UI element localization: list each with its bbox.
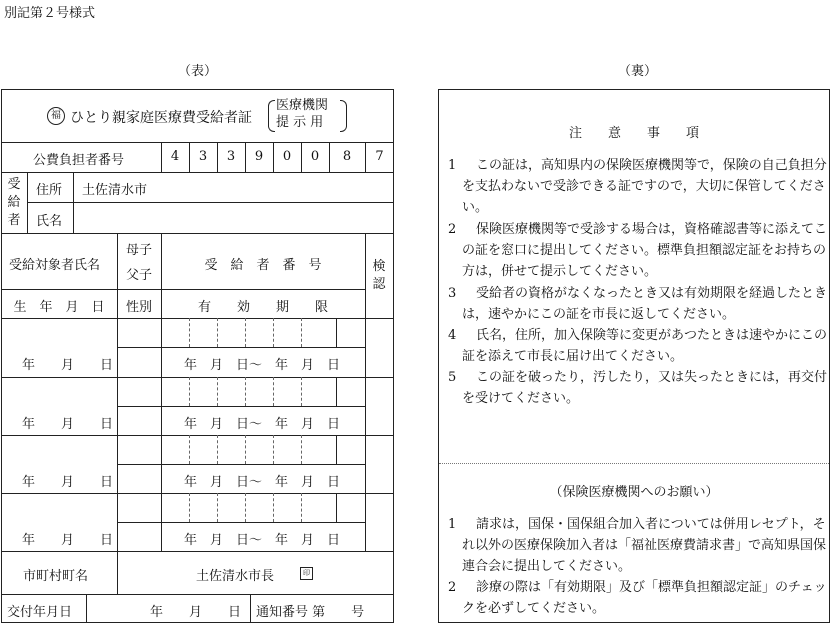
sex-label: 性別: [125, 300, 152, 315]
request-text: 診療の際は「有効期限」及び「標準負担額認定証」のチェックを必ずしてください。: [462, 580, 827, 616]
dob-label: 生 年 月 日: [13, 300, 105, 315]
notice-item: [448, 283, 828, 325]
request-title: （保険医療機関へのお願い）: [549, 485, 719, 500]
official-stamp-icon: 印: [300, 567, 313, 580]
issue-date-label: 交付年月日: [7, 605, 73, 620]
municipality-label: 市町村町名: [23, 569, 89, 584]
title-note-line2: 提 示 用: [276, 115, 324, 130]
payer-digit: 3: [198, 149, 208, 164]
title-note-line1: 医療機関: [276, 98, 329, 113]
notice-num: 2: [448, 222, 457, 237]
notice-text: この証を破ったり，汚したり，又は失ったときには，再交付を受けてください。: [462, 370, 828, 406]
address-label: 住所: [36, 183, 63, 198]
payer-digit: 8: [342, 149, 352, 164]
request-num: 2: [448, 580, 457, 595]
row-dob: 年 月 日: [22, 533, 114, 548]
subject-name-label: 受給対象者氏名: [9, 258, 101, 273]
notice-item: [448, 325, 828, 367]
notice-num: 3: [448, 286, 457, 301]
recipient-label: 受給者: [7, 177, 21, 228]
row-dob: 年 月 日: [22, 417, 114, 432]
recipient-number-label: 受 給 者 番 号: [204, 258, 322, 273]
notice-number-label: 通知番号 第 号: [256, 605, 365, 620]
row-validity: 年 月 日～ 年 月 日: [184, 475, 341, 490]
issue-date-value: 年 月 日: [150, 605, 242, 620]
notice-item: [448, 367, 828, 409]
payer-digit: 9: [254, 149, 264, 164]
name-label: 氏名: [36, 214, 63, 229]
payer-digit: 7: [375, 149, 384, 164]
request-text: 請求は，国保・国保組合加入者については併用レセプト，それ以外の医療保険加入者は「福祉医療費請求書」で高知県国保連合会に提出してください。: [462, 517, 827, 574]
payer-digit: 0: [310, 149, 320, 164]
payer-digit: 0: [282, 149, 292, 164]
welfare-seal-icon: 福: [47, 107, 65, 125]
right-paren-icon: [340, 100, 347, 132]
row-validity: 年 月 日～ 年 月 日: [184, 533, 341, 548]
notice-title: 注 意 事 項: [568, 126, 699, 141]
request-item: [448, 577, 828, 619]
address-value: 土佐清水市: [82, 183, 148, 198]
request-num: 1: [448, 517, 457, 532]
card-title: ひとり親家庭医療費受給者証: [70, 110, 252, 126]
request-item: [448, 514, 828, 577]
row-dob: 年 月 日: [22, 358, 114, 373]
notice-text: この証は，高知県内の保険医療機関等で，保険の自己負担分を支払わないで受診できる証ですので，大切に保管してください。: [462, 158, 827, 215]
notice-text: 受給者の資格がなくなったとき又は有効期限を経過したときは，速やかにこの証を市長に返してください。: [462, 286, 828, 322]
inspect-label: 検認: [372, 259, 386, 292]
notice-num: 5: [448, 370, 457, 385]
validity-label: 有 効 期 限: [197, 300, 328, 315]
fushi-label: 父子: [125, 268, 152, 283]
notice-num: 1: [448, 158, 457, 173]
form-label: 別記第２号様式: [4, 6, 96, 21]
left-paren-icon: [268, 100, 275, 132]
notice-text: 保険医療機関等で受診する場合は，資格確認書等に添えてこの証を窓口に提出してください。標準負担額認定証をお持ちの方は，併せて提示してください。: [462, 222, 828, 279]
notice-num: 4: [448, 328, 457, 343]
municipality-value: 土佐清水市長: [196, 569, 275, 584]
payer-digit: 3: [226, 149, 236, 164]
front-side-label: （表）: [178, 64, 218, 79]
notice-item: [448, 219, 828, 282]
row-validity: 年 月 日～ 年 月 日: [184, 417, 341, 432]
back-divider: [439, 463, 829, 464]
row-dob: 年 月 日: [22, 475, 114, 490]
payer-digit: 4: [170, 149, 180, 164]
notice-item: [448, 155, 828, 218]
row-validity: 年 月 日～ 年 月 日: [184, 358, 341, 373]
boshi-label: 母子: [125, 243, 152, 258]
payer-number-label: 公費負担者番号: [33, 153, 125, 168]
notice-text: 氏名，住所，加入保険等に変更があつたときは速やかにこの証を添えて市長に届け出てください。: [462, 328, 828, 364]
back-side-label: （裏）: [618, 64, 658, 79]
